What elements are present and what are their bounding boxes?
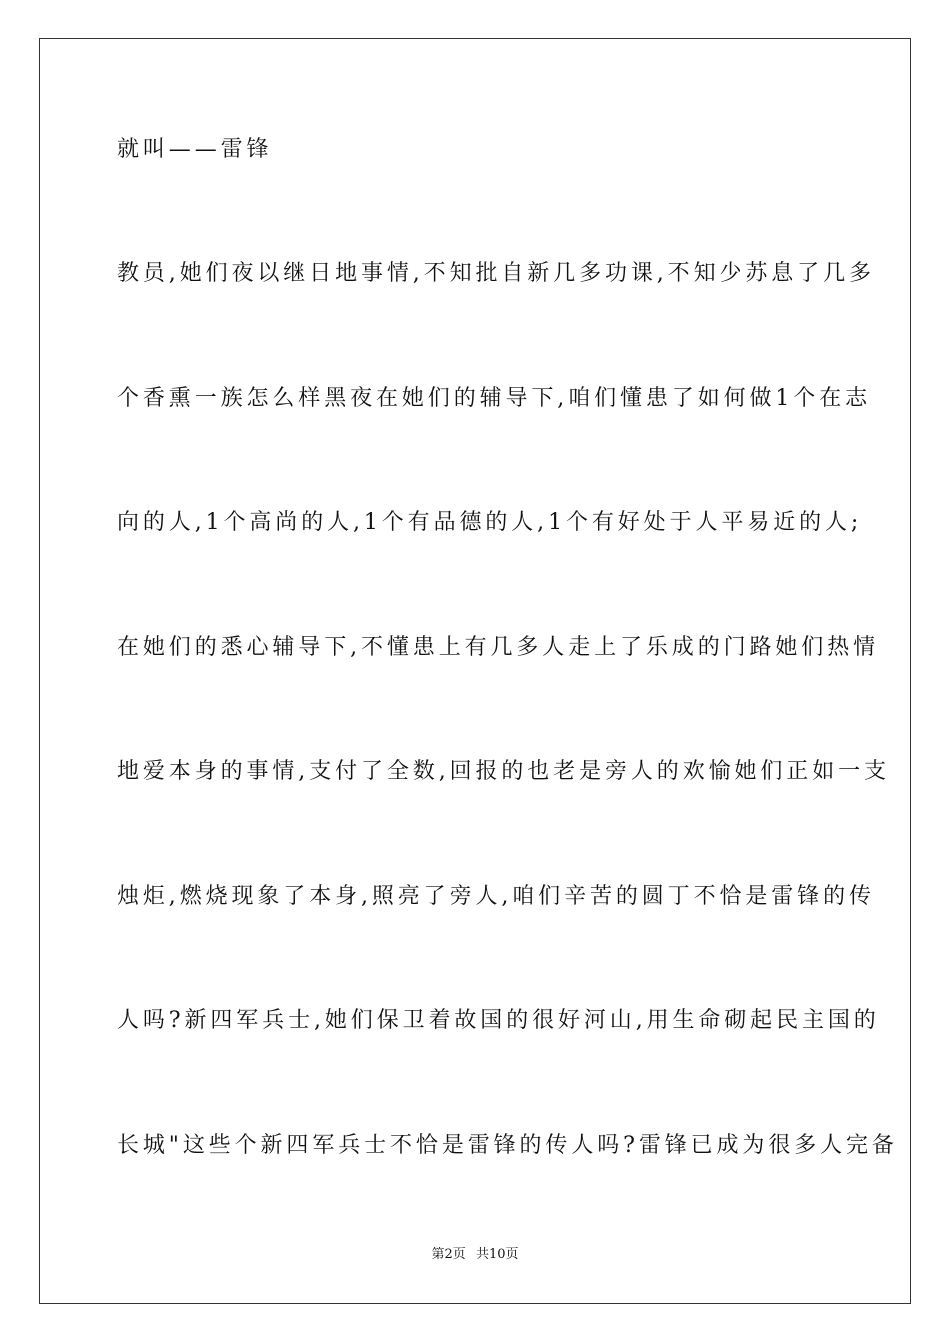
text-line: 在她们的悉心辅导下,不懂患上有几多人走上了乐成的门路她们热情: [117, 635, 879, 660]
text-line: 烛炬,燃烧现象了本身,照亮了旁人,咱们辛苦的圆丁不恰是雷锋的传: [117, 884, 875, 909]
page-total: 共10页: [475, 1247, 519, 1262]
text-line: 人吗?新四军兵士,她们保卫着故国的很好河山,用生命砌起民主国的: [117, 1008, 880, 1033]
text-line: 长城"这些个新四军兵士不恰是雷锋的传人吗?雷锋已成为很多人完备: [117, 1133, 898, 1158]
page-number: 第2页: [431, 1247, 466, 1262]
page-footer: [0, 1246, 950, 1264]
text-line: 就叫——雷锋: [117, 137, 273, 162]
text-line: 地爱本身的事情,支付了全数,回报的也老是旁人的欢愉她们正如一支: [117, 759, 890, 784]
text-line: 个香熏一族怎么样黑夜在她们的辅导下,咱们懂患了如何做1个在志: [117, 386, 871, 411]
text-line: 教员,她们夜以继日地事情,不知批自新几多功课,不知少苏息了几多: [117, 261, 875, 286]
page-frame: [39, 38, 911, 1304]
text-line: 向的人,1个高尚的人,1个有品德的人,1个有好处于人平易近的人;: [117, 510, 863, 535]
